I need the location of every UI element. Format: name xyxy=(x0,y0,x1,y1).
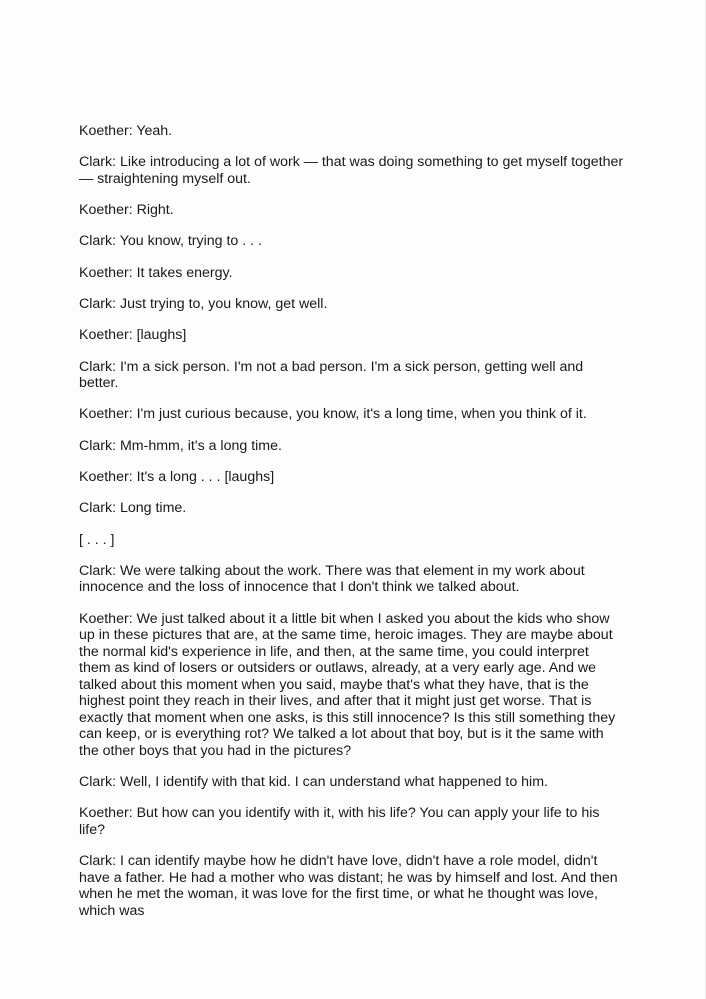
transcript-paragraph: Koether: It takes energy. xyxy=(79,264,233,281)
transcript-paragraph: Clark: I'm a sick person. I'm not a bad person. I'm a sick person, getting well and better. xyxy=(79,358,584,392)
transcript-paragraph: Clark: We were talking about the work. There was that element in my work about innocence and the loss of innocence that I don't think we talked about. xyxy=(79,562,585,596)
transcript-paragraph: Clark: I can identify maybe how he didn't have love, didn't have a role model, didn't have a father. He had a mother who was distant; he was by himself and lost. And then when he met the woman, it was love for the first time, or what he thought was love, which was xyxy=(79,853,618,919)
transcript-paragraph: Koether: Right. xyxy=(79,202,174,219)
transcript-paragraph: Clark: Mm-hmm, it's a long time. xyxy=(79,437,282,454)
transcript-paragraph: Koether: [laughs] xyxy=(79,327,187,344)
transcript-paragraph: Koether: I'm just curious because, you know, it's a long time, when you think of it. xyxy=(79,406,587,423)
transcript-paragraph: Koether: Yeah. xyxy=(79,123,173,139)
transcript-paragraph: Clark: Just trying to, you know, get well. xyxy=(79,295,328,312)
transcript-paragraph: [ . . . ] xyxy=(79,531,115,548)
transcript-paragraph: Clark: Well, I identify with that kid. I can understand what happened to him. xyxy=(79,773,548,790)
transcript-paragraph: Koether: But how can you identify with it, with his life? You can apply your life to his life? xyxy=(79,805,600,838)
transcript-paragraph: Koether: It's a long . . . [laughs] xyxy=(79,468,275,485)
interview-transcript xyxy=(79,123,624,934)
transcript-paragraph: Clark: Long time. xyxy=(79,500,187,517)
transcript-paragraph: Koether: We just talked about it a little bit when I asked you about the kids who show up in these pictures that are, at the same time, heroic images. They are maybe about the normal kid's experience in life, and then, at the same time, you could interpret them as kind of losers or outsiders or outlaws, already, at a very early age. And we talked about this moment when you said, maybe that's what they have, that is the highest point they reach in their lives, and after that it might just get worse. That is exactly that moment when one asks, is this still innocence? Is this still something they can keep, or is everything rot? We talked a lot about that boy, but is it the same with the other boys that you had in the pictures? xyxy=(79,610,616,759)
transcript-paragraph: Clark: You know, trying to . . . xyxy=(79,233,262,250)
transcript-paragraph: Clark: Like introducing a lot of work — that was doing something to get myself together — straightening myself out. xyxy=(79,154,624,187)
